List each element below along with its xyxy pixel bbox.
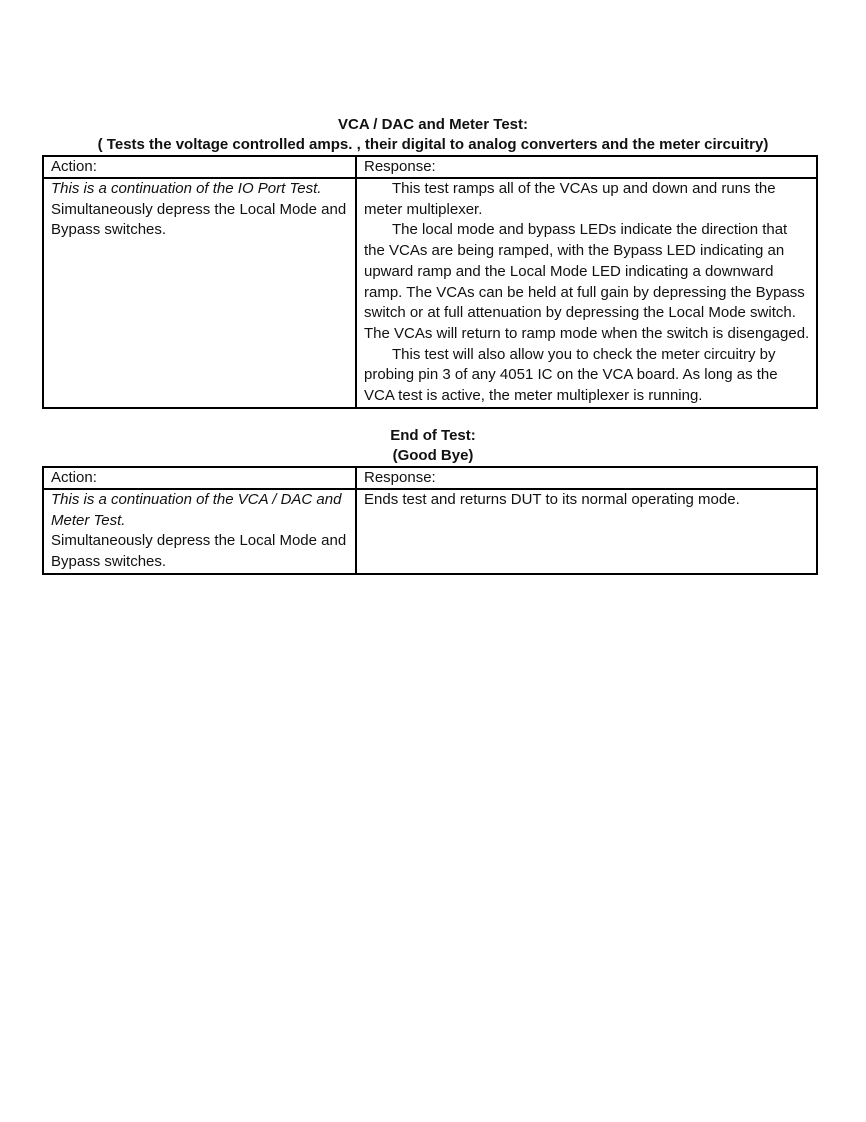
table-row	[43, 178, 817, 408]
response-cell	[356, 178, 817, 408]
response-text: Ends test and returns DUT to its normal operating mode.	[364, 491, 740, 508]
response-cell	[356, 489, 817, 574]
action-continuation-note: This is a continuation of the IO Port Test.	[51, 180, 322, 197]
response-paragraph: This test will also allow you to check the meter circuitry by probing pin 3 of any 4051 IC on the VCA board. As long as the VCA test is active, the meter multiplexer is running.	[364, 345, 778, 405]
action-instruction: Simultaneously depress the Local Mode and Bypass switches.	[51, 200, 347, 239]
response-header: Response:	[356, 467, 817, 489]
response-header: Response:	[356, 156, 817, 178]
action-instruction: Simultaneously depress the Local Mode and Bypass switches.	[51, 532, 347, 571]
action-continuation-note: This is a continuation of the VCA / DAC and Meter Test.	[51, 491, 342, 529]
vca-test-subtitle: ( Tests the voltage controlled amps. , their digital to analog converters and the meter circuitry)	[97, 136, 769, 153]
table-header-row	[43, 467, 817, 489]
table-row	[43, 489, 817, 574]
vca-test-title: VCA / DAC and Meter Test:	[337, 116, 529, 133]
end-test-title: End of Test:	[390, 427, 476, 444]
end-test-subtitle: (Good Bye)	[392, 447, 474, 464]
response-paragraph: The local mode and bypass LEDs indicate the direction that the VCAs are being ramped, with the Bypass LED indicating an upward ramp and the Local Mode LED indicating a downward ramp. The VCAs can be held at full gain by depressing the Bypass switch or at full attenuation by depressing the Local Mode switch. The VCAs will return to ramp mode when the switch is disengaged.	[364, 221, 810, 342]
action-header: Action:	[43, 467, 356, 489]
action-cell	[43, 489, 356, 574]
response-paragraph: This test ramps all of the VCAs up and down and runs the meter multiplexer.	[364, 180, 776, 218]
table-header-row	[43, 156, 817, 178]
action-header: Action:	[43, 156, 356, 178]
end-test-table	[42, 466, 818, 575]
vca-test-table	[42, 155, 818, 409]
action-cell	[43, 178, 356, 408]
